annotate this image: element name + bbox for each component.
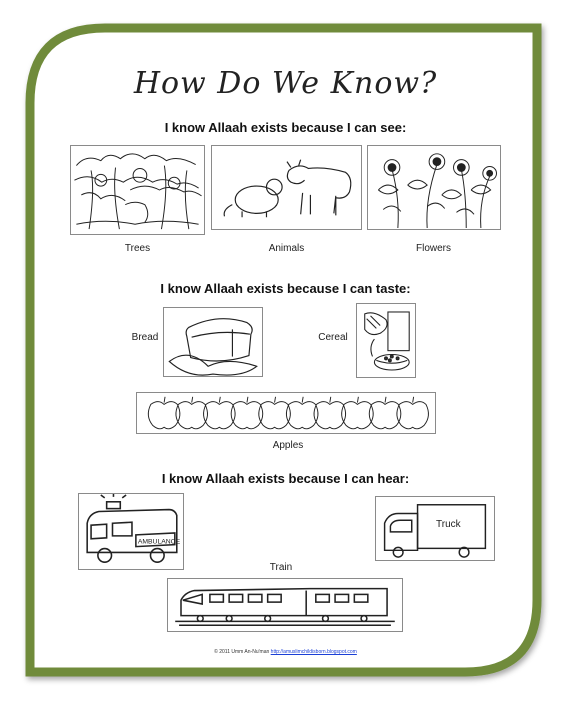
- apples-label: Apples: [272, 440, 304, 451]
- train-label: Train: [269, 562, 293, 573]
- animals-label: Animals: [268, 243, 305, 254]
- cereal-label: Cereal: [318, 332, 348, 343]
- footer: [0, 649, 571, 655]
- cereal-image: [356, 303, 416, 378]
- truck-label: Truck: [436, 519, 461, 530]
- flowers-drawing: [368, 146, 500, 229]
- page-title: How Do We Know?: [133, 66, 438, 101]
- truck-image: [375, 496, 495, 561]
- trees-image: [70, 145, 205, 235]
- train-drawing: [168, 579, 402, 631]
- flowers-image: [367, 145, 501, 230]
- ambulance-drawing: [79, 494, 183, 569]
- train-image: [167, 578, 403, 632]
- bread-label: Bread: [131, 332, 159, 343]
- animals-image: [211, 145, 362, 230]
- ambulance-text: AMBULANCE: [137, 538, 181, 546]
- truck-drawing: [376, 497, 494, 560]
- copyright-text: © 2011 Umm An-Nu'man: [214, 649, 270, 655]
- flowers-label: Flowers: [415, 243, 451, 254]
- trees-drawing: [71, 146, 204, 234]
- apples-drawing: [137, 393, 435, 433]
- see-heading: I know Allaah exists because I can see:: [164, 120, 407, 135]
- apples-image: [136, 392, 436, 434]
- trees-label: Trees: [124, 243, 151, 254]
- taste-heading: I know Allaah exists because I can taste:: [160, 281, 411, 296]
- blog-link[interactable]: http://amuslimchildisborn.blogspot.com: [270, 649, 357, 655]
- bread-drawing: [164, 308, 262, 376]
- bread-image: [163, 307, 263, 377]
- hear-heading: I know Allaah exists because I can hear:: [161, 471, 410, 486]
- cereal-drawing: [357, 304, 415, 377]
- apple-row: [148, 402, 428, 429]
- ambulance-image: [78, 493, 184, 570]
- animals-drawing: [212, 146, 361, 229]
